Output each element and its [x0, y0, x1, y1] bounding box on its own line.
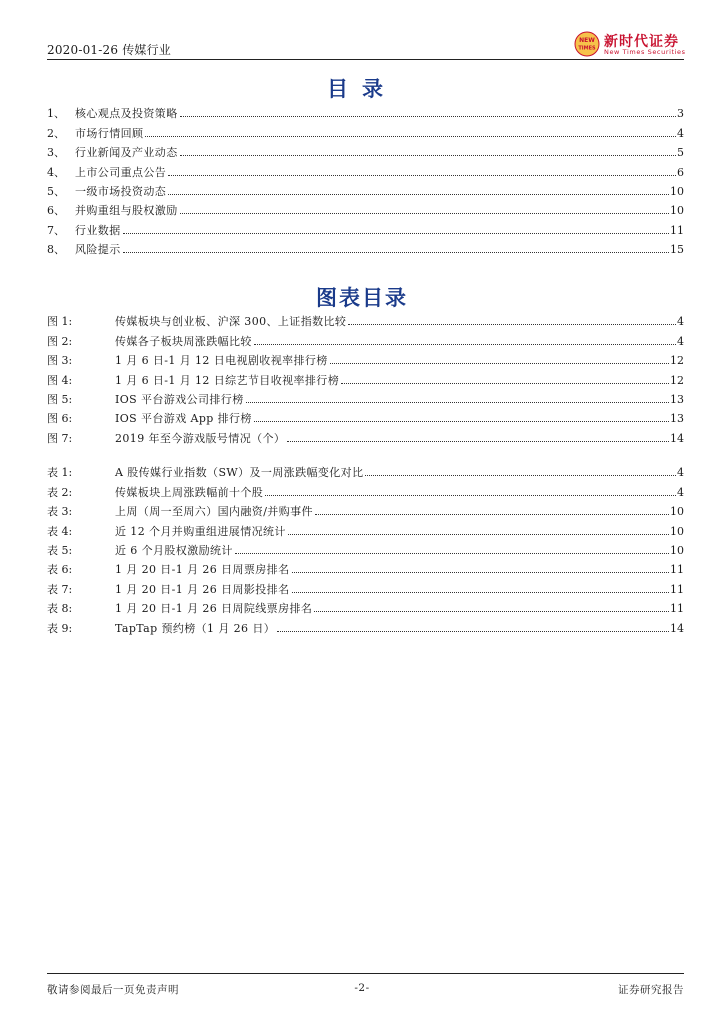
footer-report-type: 证券研究报告	[618, 984, 684, 996]
dot-leader	[254, 343, 676, 345]
dot-leader	[180, 212, 669, 214]
table-entry[interactable]	[47, 499, 684, 518]
dot-leader	[341, 382, 669, 384]
table-entry-number: 表 5:	[47, 543, 73, 557]
dot-leader	[292, 591, 670, 593]
figure-entry-text: IOS 平台游戏 App 排行榜	[115, 412, 252, 426]
figure-entry[interactable]	[47, 425, 684, 444]
table-entry-page: 10	[670, 505, 684, 519]
table-entry-text: 1 月 20 日-1 月 26 日周院线票房排名	[115, 602, 313, 616]
footer-divider	[47, 973, 684, 974]
table-entry-page: 10	[670, 543, 684, 557]
toc-entry-number: 6、	[47, 204, 65, 218]
toc-entry-number: 7、	[47, 223, 65, 237]
figure-entry-page: 4	[677, 315, 684, 329]
table-entry-number: 表 1:	[47, 466, 73, 480]
toc-entry-text: 一级市场投资动态	[75, 184, 167, 198]
table-entry-page: 4	[677, 485, 684, 499]
figure-entry-number: 图 3:	[47, 354, 73, 368]
toc-entry-text: 行业数据	[75, 223, 121, 237]
svg-text:NEW: NEW	[579, 37, 595, 44]
toc-entry-text: 上市公司重点公告	[75, 165, 167, 179]
figure-entry[interactable]	[47, 348, 684, 367]
figure-entry[interactable]	[47, 328, 684, 347]
dot-leader	[168, 193, 669, 195]
company-logo	[574, 29, 686, 61]
figure-entry-text: 传媒各子板块周涨跌幅比较	[115, 334, 252, 348]
figure-entry-page: 14	[670, 431, 684, 445]
toc-entry[interactable]	[47, 101, 684, 120]
dot-leader	[168, 174, 676, 176]
figure-entry-text: 1 月 6 日-1 月 12 日综艺节目收视率排行榜	[115, 373, 340, 387]
page-number: -2-	[354, 982, 370, 994]
toc-entry-number: 2、	[47, 126, 65, 140]
toc-entry-page: 4	[677, 126, 684, 140]
dot-leader	[365, 474, 676, 476]
table-entry-number: 表 3:	[47, 505, 73, 519]
figure-entry-page: 13	[670, 392, 684, 406]
table-entry-page: 14	[670, 621, 684, 635]
figure-entry-number: 图 2:	[47, 334, 73, 348]
figure-entry[interactable]	[47, 387, 684, 406]
dot-leader	[292, 571, 670, 573]
table-entry-number: 表 9:	[47, 621, 73, 635]
toc-entry-number: 1、	[47, 107, 65, 121]
figure-entry-number: 图 7:	[47, 431, 73, 445]
table-entry-page: 11	[670, 602, 684, 616]
table-entry-text: 1 月 20 日-1 月 26 日周票房排名	[115, 563, 290, 577]
dot-leader	[180, 115, 676, 117]
table-entry-text: 近 6 个月股权激励统计	[115, 543, 233, 557]
table-entry[interactable]	[47, 538, 684, 557]
toc-entry-text: 风险提示	[75, 243, 121, 257]
toc-entry[interactable]	[47, 159, 684, 178]
toc-title: 目录	[327, 76, 397, 101]
figure-entry-text: 1 月 6 日-1 月 12 日电视剧收视率排行榜	[115, 354, 328, 368]
table-entry-text: 上周（周一至周六）国内融资/并购事件	[115, 505, 313, 519]
dot-leader	[246, 401, 669, 403]
figure-entry[interactable]	[47, 309, 684, 328]
dot-leader	[180, 154, 676, 156]
table-entry[interactable]	[47, 576, 684, 595]
toc-entry-page: 3	[677, 107, 684, 121]
figure-entry-page: 12	[670, 373, 684, 387]
new-times-badge-icon	[574, 31, 600, 57]
toc-entry-text: 市场行情回顾	[75, 126, 144, 140]
figure-list	[47, 309, 684, 445]
toc-entry[interactable]	[47, 179, 684, 198]
table-entry-text: 1 月 20 日-1 月 26 日周影投排名	[115, 582, 290, 596]
table-entry[interactable]	[47, 460, 684, 479]
table-entry-number: 表 7:	[47, 582, 73, 596]
table-entry[interactable]	[47, 479, 684, 498]
figure-entry-text: 传媒板块与创业板、沪深 300、上证指数比较	[115, 315, 347, 329]
dot-leader	[123, 232, 669, 234]
figure-entry[interactable]	[47, 367, 684, 386]
figure-entry-page: 13	[670, 412, 684, 426]
table-entry-page: 11	[670, 563, 684, 577]
dot-leader	[145, 135, 676, 137]
figure-entry-number: 图 5:	[47, 392, 73, 406]
dot-leader	[330, 362, 669, 364]
table-entry-text: A 股传媒行业指数（SW）及一周涨跌幅变化对比	[115, 466, 364, 480]
toc-entry-text: 行业新闻及产业动态	[75, 146, 178, 160]
table-entry-page: 11	[670, 582, 684, 596]
dot-leader	[254, 420, 669, 422]
figure-entry-page: 12	[670, 354, 684, 368]
table-entry-text: 传媒板块上周涨跌幅前十个股	[115, 485, 264, 499]
dot-leader	[235, 552, 669, 554]
toc-entry[interactable]	[47, 198, 684, 217]
toc-entry-page: 15	[670, 243, 684, 257]
toc-entry-text: 核心观点及投资策略	[75, 107, 178, 121]
toc-entry-page: 5	[677, 146, 684, 160]
table-entry[interactable]	[47, 596, 684, 615]
toc-entry-page: 10	[670, 184, 684, 198]
table-entry-number: 表 8:	[47, 602, 73, 616]
figure-entry-number: 图 4:	[47, 373, 73, 387]
header-date-category: 2020-01-26 传媒行业	[47, 43, 172, 57]
dot-leader	[314, 610, 669, 612]
table-entry-text: TapTap 预约榜（1 月 26 日）	[115, 621, 276, 635]
svg-text:TIMES: TIMES	[578, 45, 596, 52]
logo-english-name: New Times Securities	[604, 48, 686, 56]
dot-leader	[277, 630, 669, 632]
dot-leader	[123, 251, 669, 253]
dot-leader	[287, 440, 669, 442]
logo-chinese-name: 新时代证券	[604, 34, 679, 50]
toc-entry[interactable]	[47, 120, 684, 139]
table-list	[47, 460, 684, 635]
figures-title: 图表目录	[316, 285, 408, 310]
table-entry[interactable]	[47, 518, 684, 537]
toc-entry-number: 3、	[47, 146, 65, 160]
figure-entry-number: 图 6:	[47, 412, 73, 426]
dot-leader	[288, 533, 669, 535]
table-entry-number: 表 6:	[47, 563, 73, 577]
figure-entry-text: IOS 平台游戏公司排行榜	[115, 392, 244, 406]
toc-entry-number: 4、	[47, 165, 65, 179]
dot-leader	[265, 494, 676, 496]
table-entry-number: 表 2:	[47, 485, 73, 499]
toc-entry[interactable]	[47, 217, 684, 236]
table-entry[interactable]	[47, 615, 684, 634]
dot-leader	[315, 513, 669, 515]
toc-entry-page: 11	[670, 223, 684, 237]
toc-entry-number: 5、	[47, 184, 65, 198]
table-entry-number: 表 4:	[47, 524, 73, 538]
dot-leader	[348, 323, 676, 325]
table-entry[interactable]	[47, 557, 684, 576]
table-entry-text: 近 12 个月并购重组进展情况统计	[115, 524, 286, 538]
toc-entry[interactable]	[47, 140, 684, 159]
toc-entry[interactable]	[47, 237, 684, 256]
figure-entry-number: 图 1:	[47, 315, 73, 329]
table-entry-page: 10	[670, 524, 684, 538]
toc-entry-number: 8、	[47, 243, 65, 257]
figure-entry-text: 2019 年至今游戏版号情况（个）	[115, 431, 286, 445]
header-divider	[47, 59, 684, 60]
footer-disclaimer: 敬请参阅最后一页免责声明	[47, 984, 179, 996]
toc-entry-page: 6	[677, 165, 684, 179]
toc-entry-page: 10	[670, 204, 684, 218]
figure-entry-page: 4	[677, 334, 684, 348]
toc-list	[47, 101, 684, 256]
table-entry-page: 4	[677, 466, 684, 480]
figure-entry[interactable]	[47, 406, 684, 425]
toc-entry-text: 并购重组与股权激励	[75, 204, 178, 218]
